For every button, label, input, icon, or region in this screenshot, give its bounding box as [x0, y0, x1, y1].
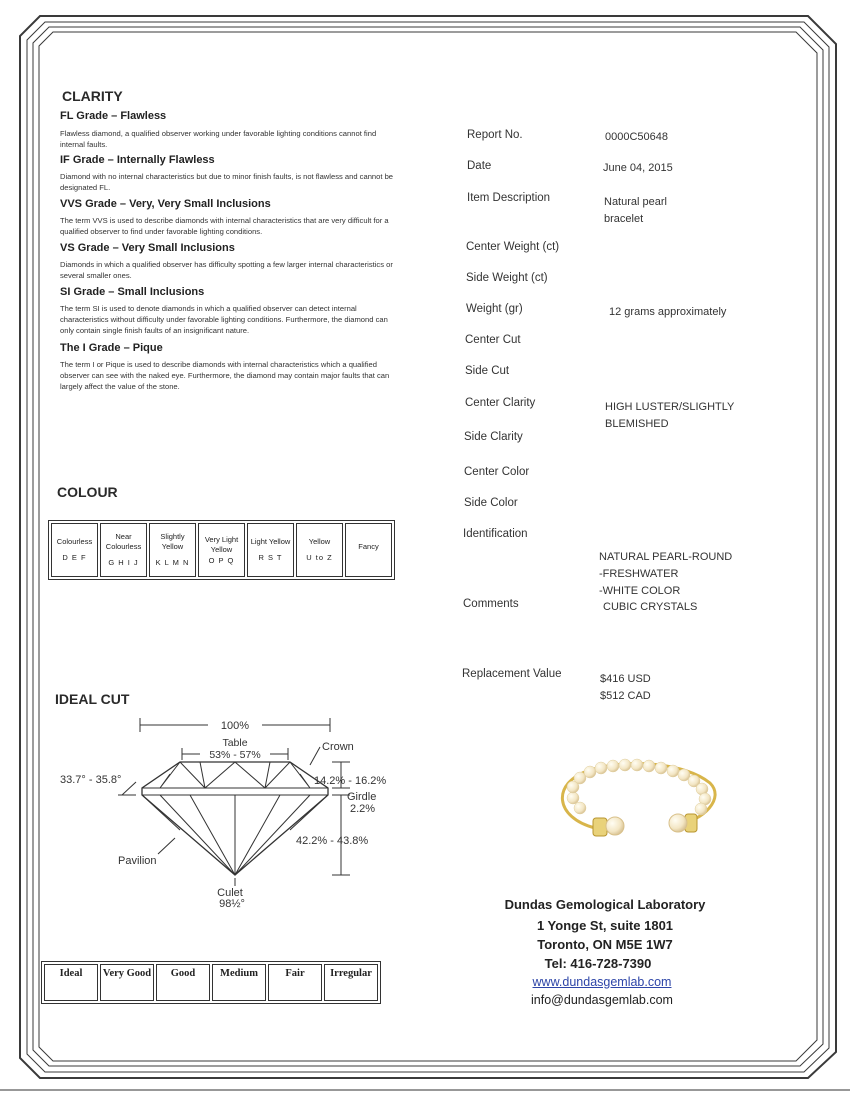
colour-cell-name: Yellow: [308, 537, 331, 546]
field-label-center-clarity: Center Clarity: [465, 397, 536, 409]
colour-cell-name: Fancy: [358, 542, 379, 551]
colour-cell-name: Light Yellow: [250, 537, 291, 546]
field-label-center-cut: Center Cut: [465, 334, 521, 346]
grade-desc-vs: Diamonds in which a qualified observer has difficulty spotting a few larger internal characteristics or several smaller ones.: [60, 260, 393, 280]
colour-cell-grade: R S T: [258, 553, 283, 562]
field-label-side-cut: Side Cut: [465, 365, 510, 377]
grade-desc-si: The term SI is used to denote diamonds in which a qualified observer can detect internal characteristics without difficulty under favorable lighting conditions. Furthermore, the diamond can only contain single finish faults of an insignificant nature.: [60, 304, 388, 335]
grade-desc-if: Diamond with no internal characteristics but due to minor finish faults, is not flawless and cannot be designated FL.: [60, 172, 394, 192]
field-label-weight: Weight (gr): [466, 303, 523, 315]
colour-cell-grade: O P Q: [208, 555, 235, 565]
girdle-value: 2.2%: [350, 803, 376, 815]
diamond-proportion-diagram: [50, 710, 400, 915]
lab-address-line2: Toronto, ON M5E 1W7: [537, 937, 673, 952]
lab-phone: Tel: 416-728-7390: [544, 956, 652, 971]
colour-cell-fancy: [345, 523, 392, 577]
field-label-item-description: Item Description: [467, 192, 551, 204]
grade-title-if: IF Grade – Internally Flawless: [60, 154, 215, 166]
colour-cell-name: Slightly Yellow: [160, 532, 185, 551]
colour-heading: COLOUR: [57, 484, 118, 500]
field-label-comments: Comments: [463, 598, 519, 610]
pearl-bracelet-image: [535, 748, 725, 853]
crown-height: 14.2% - 16.2%: [314, 775, 387, 787]
grade-title-si: SI Grade – Small Inclusions: [60, 286, 205, 298]
width-label: 100%: [220, 720, 250, 732]
colour-cell-grade: G H I J: [108, 558, 139, 567]
lab-name: Dundas Gemological Laboratory: [504, 897, 706, 912]
cut-grade-irregular: Irregular: [324, 964, 378, 1001]
lab-email[interactable]: info@dundasgemlab.com: [531, 993, 673, 1007]
colour-cell-name: Very Light Yellow: [204, 534, 239, 554]
field-label-identification: Identification: [463, 528, 528, 540]
field-value-center-clarity: HIGH LUSTER/SLIGHTLY BLEMISHED: [605, 401, 735, 430]
field-label-report-no: Report No.: [467, 129, 523, 141]
field-value-item-description: Natural pearl bracelet: [604, 196, 667, 225]
colour-cell-name: Colourless: [56, 537, 93, 546]
colour-cell-near-colourless: [100, 523, 147, 577]
field-value-identification: NATURAL PEARL-ROUND -FRESHWATER -WHITE COLOR: [599, 551, 733, 597]
colour-cell-grade: U to Z: [306, 553, 333, 562]
cut-grade-good: Good: [156, 964, 210, 1001]
grade-desc-i: The term I or Pique is used to describe diamonds with internal characteristics which a qualified observer can see with the naked eye. Furthermore, the diamond may contain major faults that can largely affect the value of the stone.: [60, 360, 390, 391]
field-value-report-no: 0000C50648: [605, 131, 669, 143]
pavilion-label: Pavilion: [118, 855, 157, 867]
cut-grade-ideal: Ideal: [44, 964, 98, 1001]
colour-cell-slightly-yellow: [149, 523, 196, 577]
colour-cell-very-light-yellow: [198, 523, 245, 577]
field-label-side-weight: Side Weight (ct): [466, 272, 548, 284]
field-label-date: Date: [467, 160, 492, 172]
grade-title-fl: FL Grade – Flawless: [60, 110, 167, 122]
cut-grade-very-good: Very Good: [100, 964, 154, 1001]
girdle-label: Girdle: [347, 791, 377, 803]
colour-grade-table: [48, 520, 395, 580]
culet-value: 98½°: [219, 898, 245, 910]
table-range: 53% - 57%: [209, 749, 261, 761]
colour-cell-yellow: [296, 523, 343, 577]
grade-title-i: The I Grade – Pique: [60, 342, 163, 354]
cut-grade-fair: Fair: [268, 964, 322, 1001]
grade-title-vvs: VVS Grade – Very, Very Small Inclusions: [60, 198, 271, 210]
culet-label: Culet: [217, 887, 243, 899]
ideal-cut-heading: IDEAL CUT: [55, 691, 130, 707]
crown-label: Crown: [322, 741, 354, 753]
pavilion-depth: 42.2% - 43.8%: [296, 835, 369, 847]
colour-cell-colourless: [51, 523, 98, 577]
field-value-date: June 04, 2015: [603, 162, 673, 174]
cut-grade-medium: Medium: [212, 964, 266, 1001]
field-value-replacement-value: $416 USD $512 CAD: [600, 673, 651, 702]
field-value-comments: CUBIC CRYSTALS: [603, 601, 698, 613]
field-label-replacement-value: Replacement Value: [462, 668, 562, 680]
clarity-heading: CLARITY: [62, 88, 123, 104]
colour-cell-light-yellow: [247, 523, 294, 577]
cut-grade-table: [41, 961, 381, 1004]
field-label-side-color: Side Color: [464, 497, 518, 509]
colour-cell-grade: K L M N: [155, 558, 190, 567]
field-label-side-clarity: Side Clarity: [464, 431, 523, 443]
field-label-center-weight: Center Weight (ct): [466, 241, 560, 253]
field-value-weight: 12 grams approximately: [609, 306, 727, 318]
grade-desc-vvs: The term VVS is used to describe diamonds with internal characteristics that are very difficult for a qualified observer to find under favorable lighting conditions.: [60, 216, 389, 236]
grade-desc-fl: Flawless diamond, a qualified observer working under favorable lighting conditions cannot find internal faults.: [60, 129, 377, 149]
grade-title-vs: VS Grade – Very Small Inclusions: [60, 242, 235, 254]
crown-angle: 33.7° - 35.8°: [60, 774, 122, 786]
field-label-center-color: Center Color: [464, 466, 530, 478]
colour-cell-grade: D E F: [62, 553, 87, 562]
lab-address-line1: 1 Yonge St, suite 1801: [536, 918, 674, 933]
table-label: Table: [222, 737, 248, 749]
colour-cell-name: Near Colourless: [105, 532, 142, 551]
lab-website-link[interactable]: www.dundasgemlab.com: [532, 975, 672, 989]
